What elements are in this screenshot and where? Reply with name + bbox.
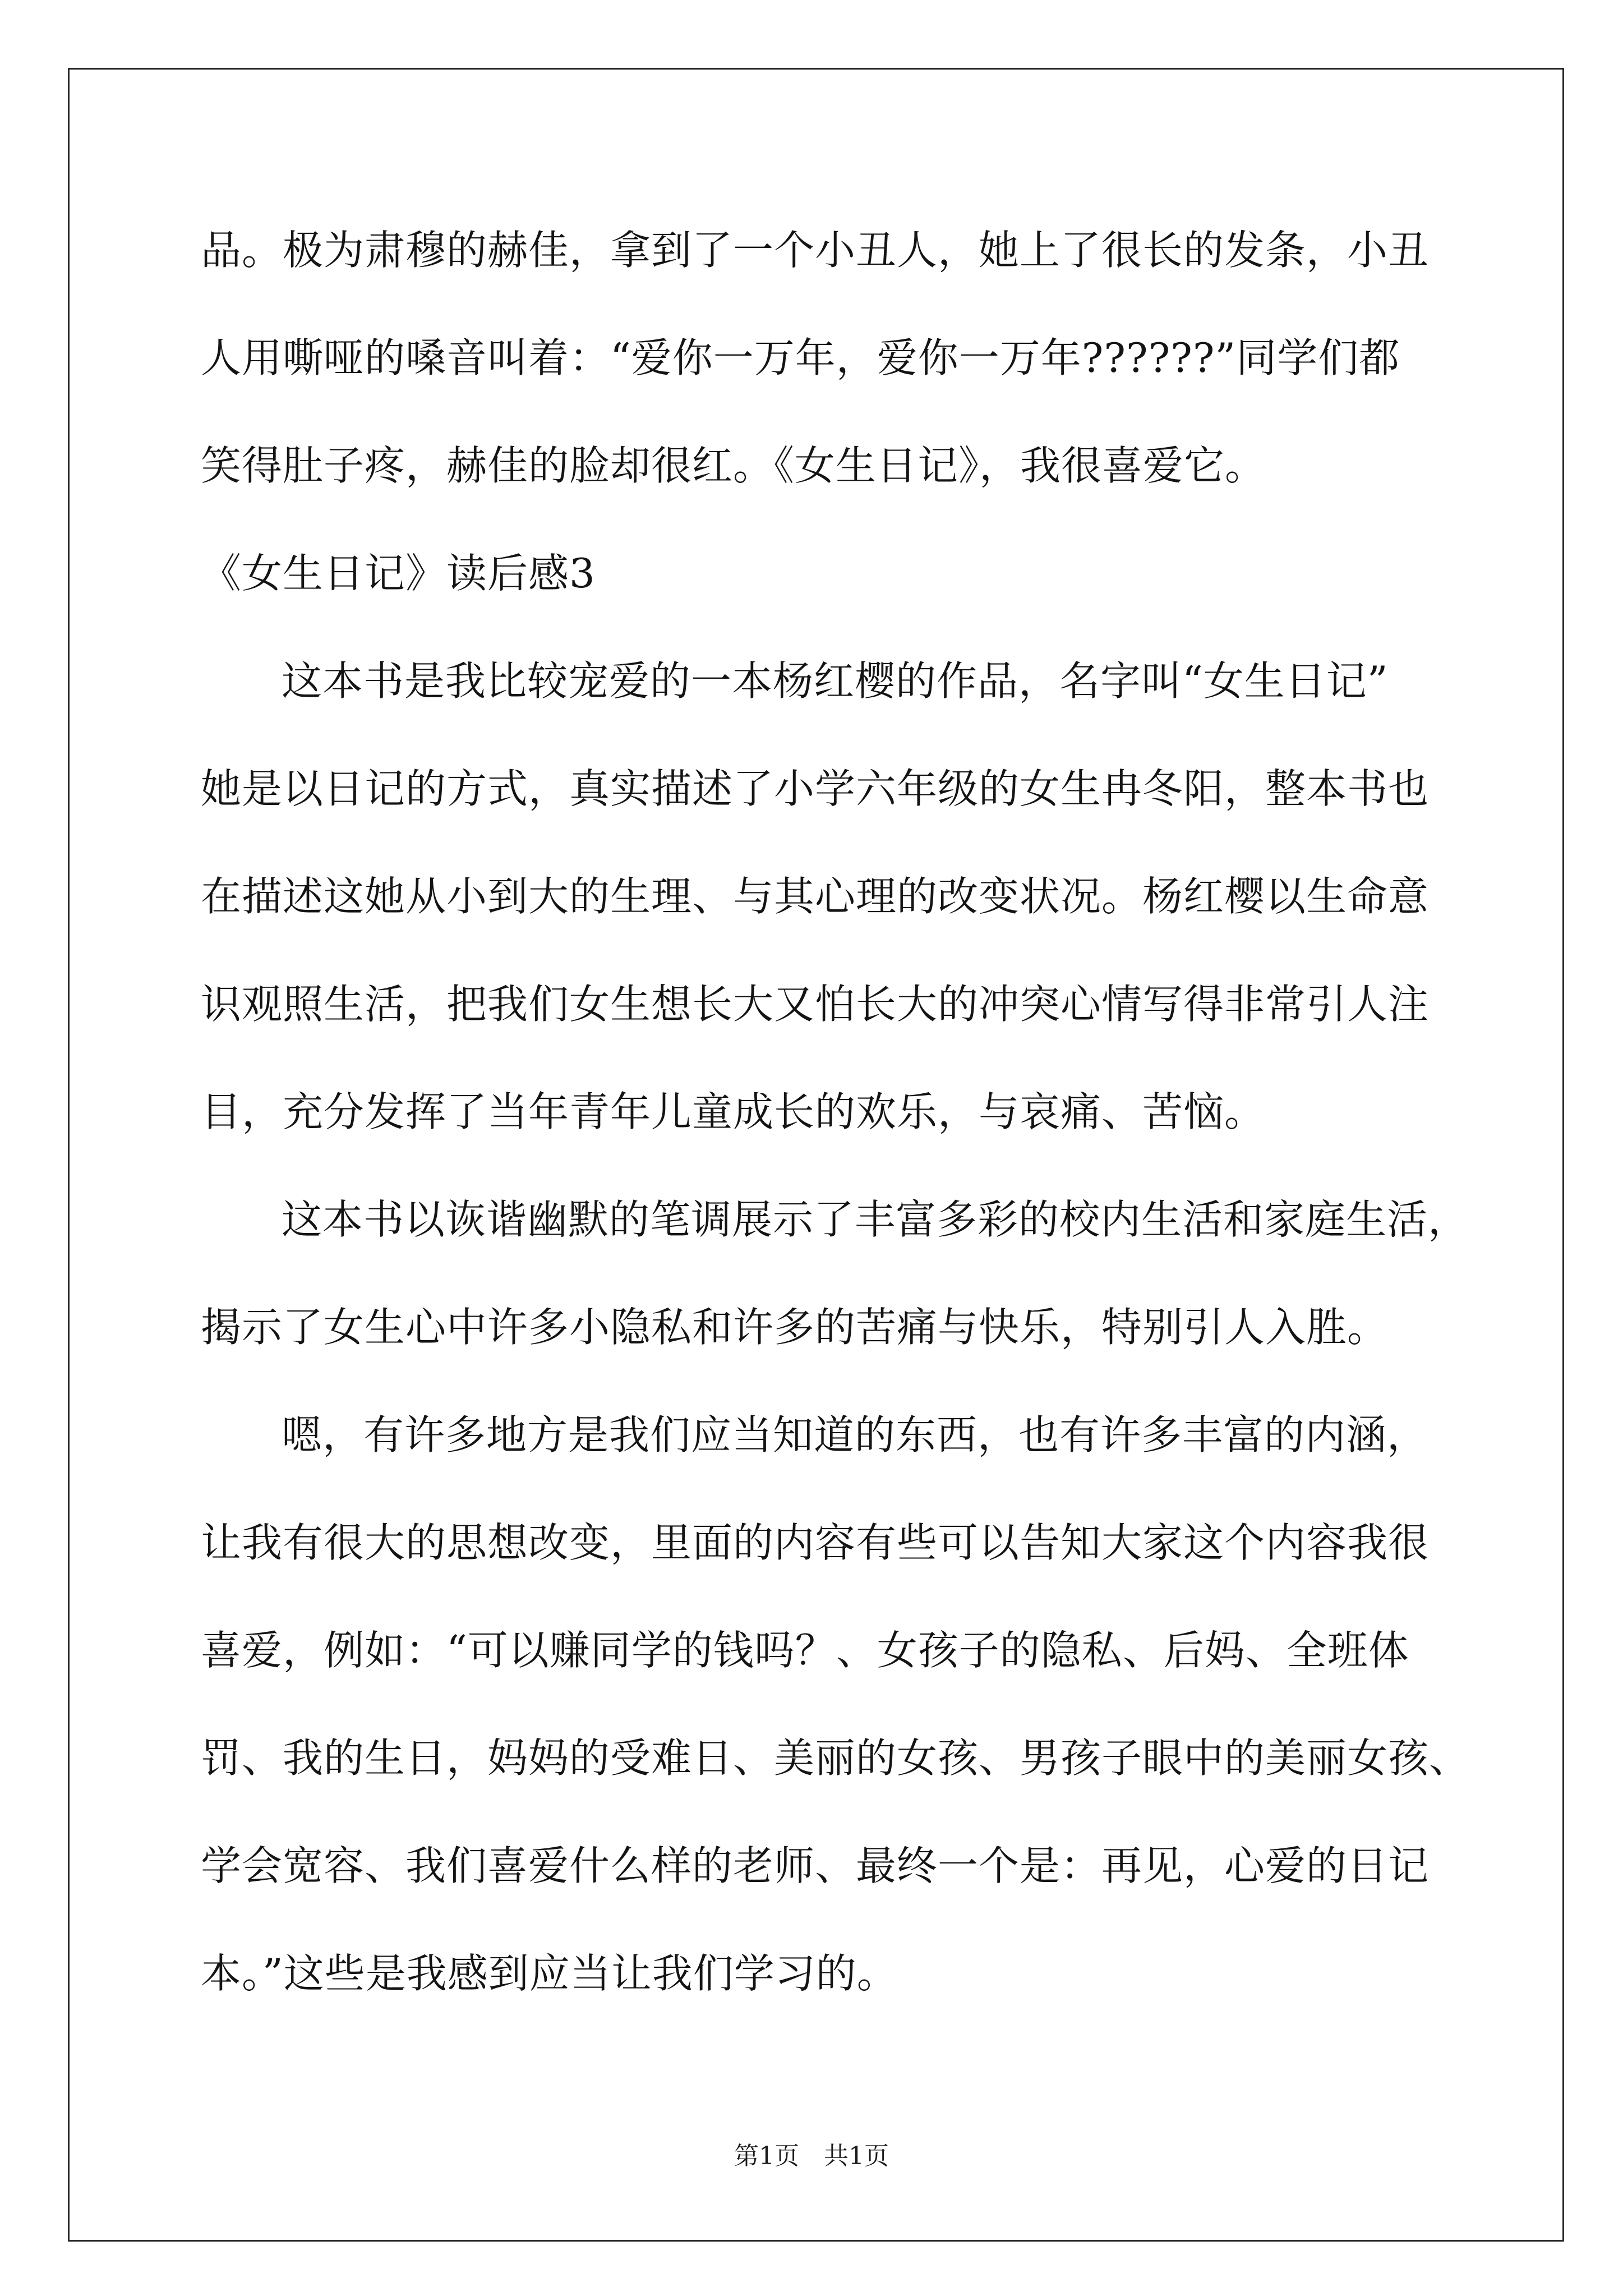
continued-paragraph: [201, 196, 1536, 519]
section-heading: 《女生日记》读后感3: [201, 550, 596, 597]
page-footer: 第1页 共1页: [734, 2142, 889, 2170]
text-line: 人用嘶哑的嗓音叫着：“爱你一万年，爱你一万年??????”同学们都: [201, 334, 1400, 381]
text-line: 识观照生活，把我们女生想长大又怕长大的冲突心情写得非常引人注: [201, 981, 1430, 1028]
text-line: 罚、我的生日，妈妈的受难日、美丽的女孩、男孩子眼中的美丽女孩、: [201, 1734, 1470, 1782]
text-line: 她是以日记的方式，真实描述了小学六年级的女生冉冬阳，整本书也: [201, 765, 1430, 812]
text-line: 目，充分发挥了当年青年儿童成长的欢乐，与哀痛、苦恼。: [201, 1088, 1266, 1135]
text-line: 这本书以诙谐幽默的笔调展示了丰富多彩的校内生活和家庭生活，: [282, 1196, 1469, 1243]
text-line: 这本书是我比较宠爱的一本杨红樱的作品，名字叫“女生日记”: [282, 657, 1389, 705]
text-line: 揭示了女生心中许多小隐私和许多的苦痛与快乐，特别引人入胜。: [201, 1304, 1389, 1351]
paragraph: [201, 1166, 1536, 1381]
text-line: 品。极为肃穆的赫佳，拿到了一个小丑人，她上了很长的发条，小丑: [201, 227, 1430, 274]
text-line: 笑得肚子疼，赫佳的脸却很红。《女生日记》，我很喜爱它。: [201, 442, 1266, 489]
text-line: 嗯，有许多地方是我们应当知道的东西，也有许多丰富的内涵，: [282, 1411, 1428, 1458]
text-line: 喜爱，例如：“可以赚同学的钱吗？、女孩子的隐私、后妈、全班体: [201, 1627, 1409, 1674]
text-line: 在描述这她从小到大的生理、与其心理的改变状况。杨红樱以生命意: [201, 873, 1430, 920]
document-body: [201, 196, 1536, 2027]
paragraph: [201, 1381, 1536, 2027]
text-line: 让我有很大的思想改变，里面的内容有些可以告知大家这个内容我很: [201, 1519, 1430, 1566]
text-line: 本。”这些是我感到应当让我们学习的。: [201, 1950, 898, 1997]
text-line: 学会宽容、我们喜爱什么样的老师、最终一个是：再见，心爱的日记: [201, 1842, 1430, 1889]
paragraph: [201, 627, 1536, 1166]
